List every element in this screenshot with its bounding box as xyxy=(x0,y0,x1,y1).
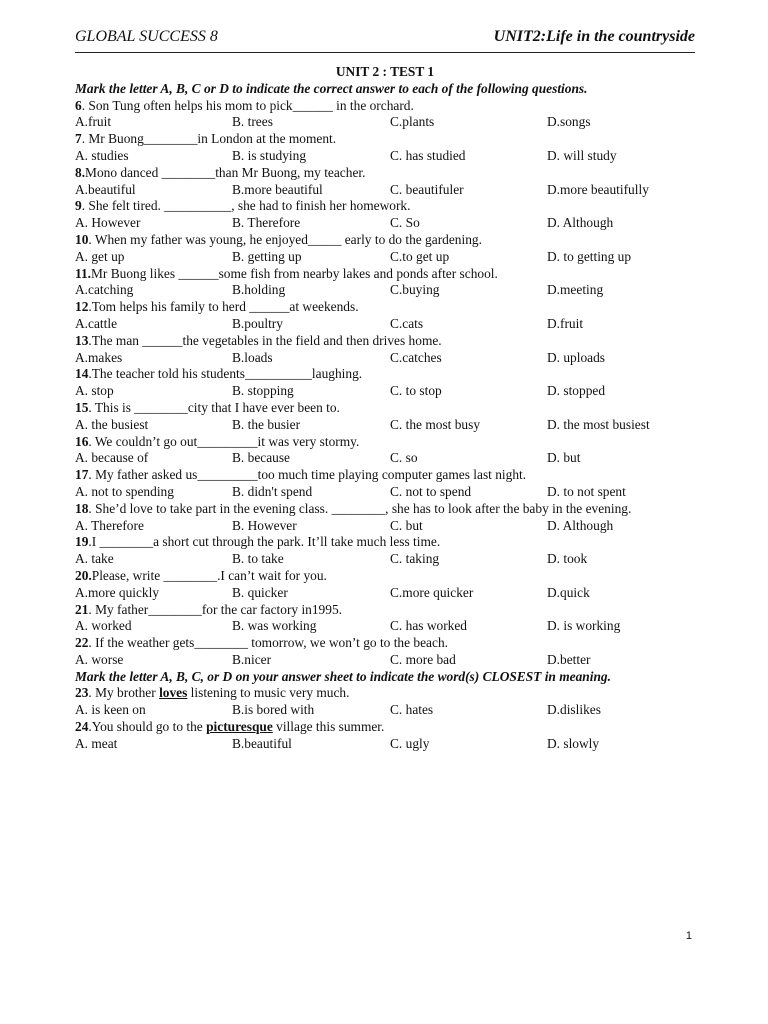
option-a: A. worse xyxy=(75,651,124,667)
option-b: B. quicker xyxy=(232,584,288,600)
question-text: . This is ________city that I have ever been to. xyxy=(88,399,340,415)
option-c: C. not to spend xyxy=(390,483,472,499)
option-c: C. but xyxy=(390,517,423,533)
option-b: B. because xyxy=(232,450,291,466)
question-24 xyxy=(75,719,695,736)
option-d: D. took xyxy=(547,551,588,567)
question-number: 11. xyxy=(75,265,91,281)
question-17 xyxy=(75,467,695,484)
question-10 xyxy=(75,232,695,249)
option-b: B. Therefore xyxy=(232,215,301,231)
option-a: A. worked xyxy=(75,618,132,634)
option-b: B. trees xyxy=(232,114,273,130)
page-number: 1 xyxy=(685,930,692,942)
option-b: B. to take xyxy=(232,551,284,567)
answer-options xyxy=(75,736,695,753)
option-c: C. beautifuler xyxy=(390,181,464,197)
question-text: . My father________for the car factory in1995. xyxy=(88,601,342,617)
option-d: D. the most busiest xyxy=(547,416,650,432)
answer-options xyxy=(75,383,695,400)
option-a: A.makes xyxy=(75,349,123,365)
option-c: C. ugly xyxy=(390,735,430,751)
question-number: 12 xyxy=(75,299,89,315)
question-text-pre: . My brother xyxy=(88,685,160,701)
underlined-word: picturesque xyxy=(206,719,273,735)
question-list xyxy=(75,98,695,669)
question-12 xyxy=(75,299,695,316)
option-d: D. Although xyxy=(547,517,614,533)
option-d: D. but xyxy=(547,450,581,466)
question-number: 15 xyxy=(75,399,89,415)
option-c: C. hates xyxy=(390,702,434,718)
question-text-pre: .You should go to the xyxy=(88,719,207,735)
question-22 xyxy=(75,635,695,652)
option-a: A.fruit xyxy=(75,114,112,130)
question-text: . She’d love to take part in the evening class. ________, she has to look after the baby in the evening. xyxy=(88,500,632,516)
question-text: Please, write ________.I can’t wait for you. xyxy=(91,567,327,583)
answer-options xyxy=(75,417,695,434)
option-c: C. more bad xyxy=(390,651,456,667)
question-number: 13 xyxy=(75,332,89,348)
option-d: D. is working xyxy=(547,618,621,634)
question-16 xyxy=(75,434,695,451)
answer-options xyxy=(75,484,695,501)
option-d: D. Although xyxy=(547,215,614,231)
question-23 xyxy=(75,685,695,702)
question-text: . We couldn’t go out_________it was very stormy. xyxy=(88,433,360,449)
answer-options xyxy=(75,249,695,266)
option-b: B. is studying xyxy=(232,147,307,163)
question-text: .The man ______the vegetables in the field and then drives home. xyxy=(88,332,442,348)
option-b: B. didn't spend xyxy=(232,483,313,499)
option-a: A. stop xyxy=(75,383,114,399)
question-number: 24 xyxy=(75,719,89,735)
question-number: 9 xyxy=(75,198,82,214)
option-d: D. stopped xyxy=(547,383,606,399)
question-number: 20. xyxy=(75,567,92,583)
option-c: C.plants xyxy=(390,114,435,130)
question-text: Mono danced ________than Mr Buong, my teacher. xyxy=(85,164,366,180)
option-a: A.more quickly xyxy=(75,584,160,600)
option-b: B.more beautiful xyxy=(232,181,323,197)
answer-options xyxy=(75,652,695,669)
option-d: D.dislikes xyxy=(547,702,601,718)
question-14 xyxy=(75,366,695,383)
option-c: C. so xyxy=(390,450,418,466)
question-number: 17 xyxy=(75,467,89,483)
question-number: 7 xyxy=(75,131,82,147)
option-c: C.buying xyxy=(390,282,440,298)
answer-options xyxy=(75,585,695,602)
question-8 xyxy=(75,165,695,182)
option-d: D.fruit xyxy=(547,315,584,331)
answer-options xyxy=(75,551,695,568)
question-text: .I ________a short cut through the park. It’ll take much less time. xyxy=(88,534,441,550)
answer-options xyxy=(75,518,695,535)
question-19 xyxy=(75,534,695,551)
header-unit-title: UNIT2:Life in the countryside xyxy=(493,28,695,45)
option-a: A. not to spending xyxy=(75,483,174,499)
option-b: B.is bored with xyxy=(232,702,315,718)
option-a: A.beautiful xyxy=(75,181,136,197)
option-d: D. will study xyxy=(547,147,617,163)
underlined-word: loves xyxy=(159,685,188,701)
section2-instruction: Mark the letter A, B, C, or D on your answer sheet to indicate the word(s) CLOSEST in meaning. xyxy=(75,668,611,684)
option-c: C. So xyxy=(390,215,420,231)
question-text: . Mr Buong________in London at the moment. xyxy=(81,131,337,147)
answer-options xyxy=(75,282,695,299)
question-15 xyxy=(75,400,695,417)
question-text: . If the weather gets________ tomorrow, we won’t go to the beach. xyxy=(88,635,448,651)
option-b: B. However xyxy=(232,517,297,533)
option-c: C.more quicker xyxy=(390,584,474,600)
option-b: B. was working xyxy=(232,618,317,634)
question-number: 23 xyxy=(75,685,89,701)
option-d: D.songs xyxy=(547,114,591,130)
option-d: D. uploads xyxy=(547,349,606,365)
question-6 xyxy=(75,98,695,115)
test-title: UNIT 2 : TEST 1 xyxy=(335,64,435,79)
test-content xyxy=(75,64,695,753)
page-header xyxy=(75,26,695,53)
answer-options xyxy=(75,618,695,635)
question-number: 10 xyxy=(75,231,89,247)
option-b: B.loads xyxy=(232,349,273,365)
option-b: B.holding xyxy=(232,282,286,298)
option-c: C. to stop xyxy=(390,383,442,399)
question-text: . My father asked us_________too much time playing computer games last night. xyxy=(88,467,527,483)
option-d: D.quick xyxy=(547,584,590,600)
option-a: A. Therefore xyxy=(75,517,144,533)
option-a: A. take xyxy=(75,551,114,567)
question-9 xyxy=(75,198,695,215)
question-number: 22 xyxy=(75,635,89,651)
option-c: C.to get up xyxy=(390,248,450,264)
question-18 xyxy=(75,501,695,518)
answer-options xyxy=(75,450,695,467)
option-b: B.poultry xyxy=(232,315,283,331)
option-a: A. meat xyxy=(75,735,118,751)
question-number: 16 xyxy=(75,433,89,449)
answer-options xyxy=(75,702,695,719)
option-d: D.meeting xyxy=(547,282,604,298)
option-a: A. because of xyxy=(75,450,149,466)
option-a: A. However xyxy=(75,215,141,231)
answer-options xyxy=(75,350,695,367)
option-c: C. has studied xyxy=(390,147,466,163)
option-c: C. the most busy xyxy=(390,416,481,432)
option-b: B. stopping xyxy=(232,383,294,399)
question-number: 21 xyxy=(75,601,89,617)
option-c: C.cats xyxy=(390,315,424,331)
question-21 xyxy=(75,602,695,619)
question-11 xyxy=(75,266,695,283)
answer-options xyxy=(75,182,695,199)
option-a: A. the busiest xyxy=(75,416,149,432)
option-d: D. to getting up xyxy=(547,248,632,264)
option-a: A.catching xyxy=(75,282,134,298)
question-13 xyxy=(75,333,695,350)
question-text: .Tom helps his family to herd ______at weekends. xyxy=(88,299,359,315)
section1-instruction: Mark the letter A, B, C or D to indicate the correct answer to each of the following questions. xyxy=(75,80,588,96)
question-number: 14 xyxy=(75,366,89,382)
question-text: . Son Tung often helps his mom to pick______ in the orchard. xyxy=(81,97,414,113)
question-text: . She felt tired. __________, she had to finish her homework. xyxy=(81,198,411,214)
option-d: D. to not spent xyxy=(547,483,626,499)
question-text: . When my father was young, he enjoyed_____ early to do the gardening. xyxy=(88,231,482,247)
option-c: C.catches xyxy=(390,349,442,365)
question-text: .The teacher told his students__________laughing. xyxy=(88,366,363,382)
option-b: B. the busier xyxy=(232,416,301,432)
answer-options xyxy=(75,215,695,232)
question-text: Mr Buong likes ______some fish from nearby lakes and ponds after school. xyxy=(91,265,498,281)
option-a: A. is keen on xyxy=(75,702,146,718)
option-a: A. studies xyxy=(75,147,129,163)
answer-options xyxy=(75,114,695,131)
option-b: B.nicer xyxy=(232,651,272,667)
option-c: C. taking xyxy=(390,551,440,567)
answer-options xyxy=(75,148,695,165)
option-b: B.beautiful xyxy=(232,735,292,751)
question-20 xyxy=(75,568,695,585)
question-text-post: village this summer. xyxy=(272,719,385,735)
question-number: 8. xyxy=(75,164,86,180)
option-b: B. getting up xyxy=(232,248,302,264)
option-a: A.cattle xyxy=(75,315,118,331)
answer-options xyxy=(75,316,695,333)
option-a: A. get up xyxy=(75,248,125,264)
question-number: 18 xyxy=(75,500,89,516)
question-7 xyxy=(75,131,695,148)
header-book-title: GLOBAL SUCCESS 8 xyxy=(75,28,218,45)
question-text-post: listening to music very much. xyxy=(187,685,350,701)
question-number: 6 xyxy=(75,97,82,113)
question-number: 19 xyxy=(75,534,89,550)
option-d: D.more beautifully xyxy=(547,181,649,197)
option-c: C. has worked xyxy=(390,618,467,634)
option-d: D.better xyxy=(547,651,591,667)
option-d: D. slowly xyxy=(547,735,600,751)
